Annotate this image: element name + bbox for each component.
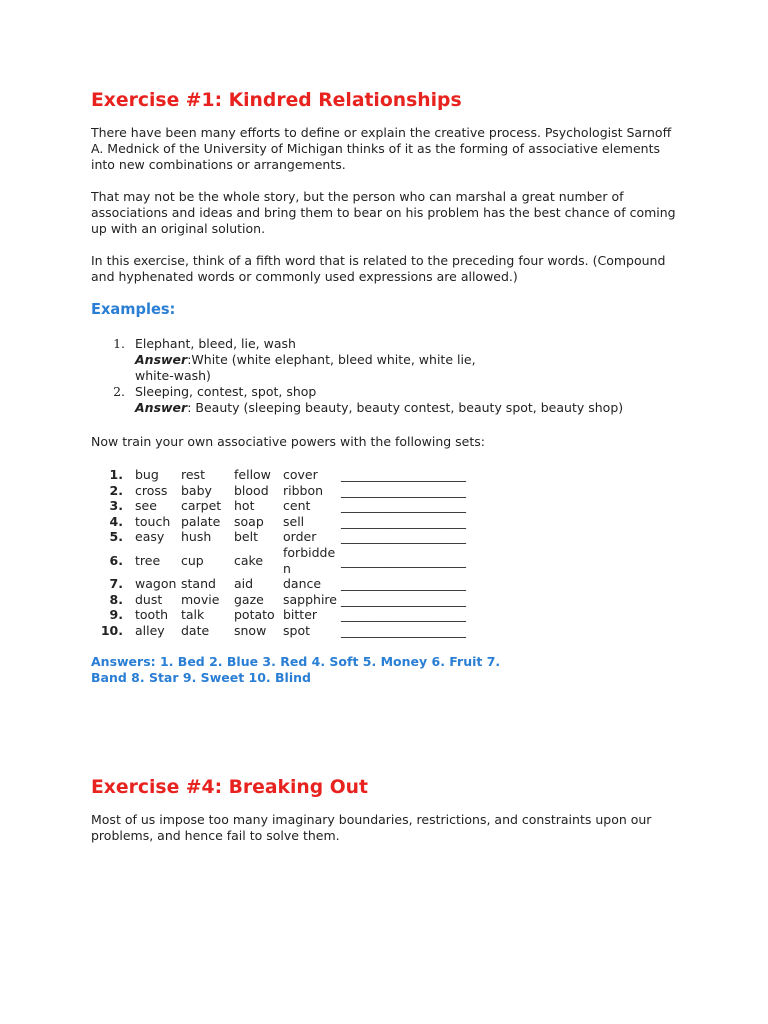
exercise4-title: Exercise #4: Breaking Out	[91, 776, 368, 798]
set-word: movie	[181, 591, 220, 607]
set-word: gaze	[234, 591, 264, 607]
answers-key: Answers: 1. Bed 2. Blue 3. Red 4. Soft 5. Money 6. Fruit 7. Band 8. Star 9. Sweet 10. Blind	[91, 653, 501, 685]
example-number: 1.	[113, 336, 125, 351]
set-word: cent	[283, 498, 311, 514]
word-sets-table	[92, 467, 511, 639]
exercise1-title: Exercise #1: Kindred Relationships	[91, 90, 462, 111]
example-answer	[135, 352, 490, 384]
set-number: 10.	[100, 622, 123, 638]
set-word: snow	[234, 622, 267, 638]
set-word: bitter	[283, 607, 318, 623]
answer-blank: ____________________	[341, 576, 466, 592]
set-word: cross	[135, 482, 168, 498]
set-word: ribbon	[283, 482, 324, 498]
word-set-row	[92, 529, 511, 545]
answer-text: : Beauty (sleeping beauty, beauty contest, beauty spot, beauty shop)	[187, 400, 624, 415]
set-word: stand	[181, 576, 216, 592]
answer-blank: ____________________	[341, 607, 466, 623]
answer-blank: ____________________	[341, 552, 466, 568]
word-set-row	[92, 607, 511, 623]
set-word: forbidden	[283, 544, 336, 576]
set-number: 3.	[109, 498, 123, 514]
answer-text: :White (white elephant, bleed white, white lie, white-wash)	[135, 352, 476, 383]
answer-blank: ____________________	[341, 467, 466, 482]
exercise4-paragraph-1: Most of us impose too many imaginary boundaries, restrictions, and constraints upon our problems, and hence fail to solve them.	[91, 811, 652, 843]
answer-label: Answer	[135, 400, 188, 415]
answer-blank: ____________________	[341, 482, 466, 498]
set-word: soap	[234, 513, 264, 529]
set-word: date	[181, 622, 210, 638]
word-set-row	[92, 467, 511, 483]
example-number: 2.	[113, 384, 125, 399]
set-word: tooth	[135, 607, 169, 623]
set-word: rest	[181, 467, 205, 482]
example-item-2	[91, 384, 681, 416]
exercise1-paragraph-2: That may not be the whole story, but the person who can marshal a great number of associations and ideas and bring them to bear on his problem has the best chance of coming up with an original solution.	[91, 189, 676, 236]
set-number: 5.	[109, 529, 123, 545]
answer-label: Answer	[135, 352, 188, 367]
example-item-1	[91, 336, 681, 384]
set-number: 1.	[109, 467, 123, 482]
set-word: cup	[181, 552, 204, 568]
answer-blank: ____________________	[341, 591, 466, 607]
set-number: 6.	[109, 552, 123, 568]
document-page	[91, 90, 681, 844]
train-instruction: Now train your own associative powers with the following sets:	[91, 434, 485, 449]
answer-blank: ____________________	[341, 498, 466, 514]
set-word: sell	[283, 513, 305, 529]
set-word: alley	[135, 622, 165, 638]
exercise1-paragraph-3: In this exercise, think of a fifth word that is related to the preceding four words. (Compound and hyphenated words or commonly used expressions are allowed.)	[91, 253, 666, 284]
answer-blank: ____________________	[341, 513, 466, 529]
set-word: bug	[135, 467, 159, 482]
set-word: dust	[135, 591, 163, 607]
set-number: 9.	[109, 607, 123, 623]
set-word: baby	[181, 482, 212, 498]
word-set-row	[92, 545, 511, 576]
word-set-row	[92, 498, 511, 514]
set-word: spot	[283, 622, 310, 638]
word-set-row	[92, 592, 511, 608]
set-word: tree	[135, 552, 161, 568]
set-word: sapphire	[283, 591, 337, 607]
example-answer	[135, 400, 681, 416]
set-word: cake	[234, 552, 264, 568]
exercise1-paragraph-1: There have been many efforts to define or explain the creative process. Psychologist Sarnoff A. Mednick of the University of Michigan thinks of it as the forming of associative elements into new combinations or arrangements.	[91, 125, 672, 172]
set-word: fellow	[234, 467, 271, 482]
set-word: cover	[283, 467, 318, 482]
set-word: talk	[181, 607, 205, 623]
set-word: order	[283, 529, 317, 545]
set-number: 2.	[109, 482, 123, 498]
examples-heading: Examples:	[91, 301, 176, 318]
example-words: Sleeping, contest, spot, shop	[135, 384, 317, 399]
set-word: see	[135, 498, 157, 514]
set-word: dance	[283, 576, 322, 592]
examples-list	[91, 336, 681, 416]
set-word: hot	[234, 498, 255, 514]
set-word: belt	[234, 529, 258, 545]
word-set-row	[92, 483, 511, 499]
set-word: aid	[234, 576, 254, 592]
set-word: touch	[135, 513, 171, 529]
set-word: palate	[181, 513, 221, 529]
example-words: Elephant, bleed, lie, wash	[135, 336, 296, 351]
set-number: 4.	[109, 513, 123, 529]
word-set-row	[92, 623, 511, 639]
word-set-row	[92, 576, 511, 592]
set-number: 7.	[109, 576, 123, 592]
answer-blank: ____________________	[341, 622, 466, 638]
set-word: potato	[234, 607, 275, 623]
set-word: carpet	[181, 498, 222, 514]
word-set-row	[92, 514, 511, 530]
set-word: hush	[181, 529, 212, 545]
set-word: wagon	[135, 576, 177, 592]
set-number: 8.	[109, 591, 123, 607]
set-word: easy	[135, 529, 165, 545]
answer-blank: ____________________	[341, 529, 466, 545]
set-word: blood	[234, 482, 269, 498]
